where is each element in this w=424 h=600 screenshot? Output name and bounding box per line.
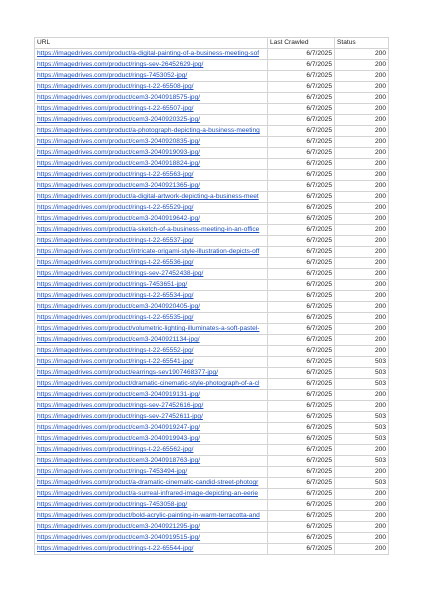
table-row [35, 258, 389, 269]
last-crawled-cell: 6/7/2025 [268, 280, 335, 291]
url-cell[interactable]: https://imagedrives.com/product/cem3-2040919515-jpg/ [35, 533, 268, 544]
url-cell[interactable]: https://imagedrives.com/product/rings-t-22-65507-jpg/ [35, 104, 268, 115]
table-row [35, 126, 389, 137]
table-row [35, 203, 389, 214]
last-crawled-cell: 6/7/2025 [268, 412, 335, 423]
last-crawled-cell: 6/7/2025 [268, 478, 335, 489]
status-cell: 200 [335, 82, 389, 93]
last-crawled-cell: 6/7/2025 [268, 379, 335, 390]
last-crawled-cell: 6/7/2025 [268, 181, 335, 192]
url-cell[interactable]: https://imagedrives.com/product/a-digital-painting-of-a-business-meeting-sof [35, 49, 268, 60]
url-cell[interactable]: https://imagedrives.com/product/cem3-2040918824-jpg/ [35, 159, 268, 170]
table-row [35, 390, 389, 401]
last-crawled-cell: 6/7/2025 [268, 137, 335, 148]
url-cell[interactable]: https://imagedrives.com/product/a-photograph-depicting-a-business-meeting [35, 126, 268, 137]
table-row [35, 302, 389, 313]
table-body [35, 49, 389, 555]
last-crawled-cell: 6/7/2025 [268, 302, 335, 313]
column-header-status: Status [335, 38, 389, 49]
table-row [35, 181, 389, 192]
status-cell: 200 [335, 313, 389, 324]
status-cell: 200 [335, 181, 389, 192]
last-crawled-cell: 6/7/2025 [268, 247, 335, 258]
last-crawled-cell: 6/7/2025 [268, 533, 335, 544]
table-row [35, 357, 389, 368]
status-cell: 200 [335, 291, 389, 302]
table-row [35, 412, 389, 423]
url-cell[interactable]: https://imagedrives.com/product/intricate-origami-style-illustration-depicts-off [35, 247, 268, 258]
last-crawled-cell: 6/7/2025 [268, 346, 335, 357]
url-cell[interactable]: https://imagedrives.com/product/earrings-sev1907468377-jpg/ [35, 368, 268, 379]
table-row [35, 368, 389, 379]
last-crawled-cell: 6/7/2025 [268, 159, 335, 170]
status-cell: 200 [335, 511, 389, 522]
status-cell: 200 [335, 60, 389, 71]
table-row [35, 71, 389, 82]
status-cell: 200 [335, 302, 389, 313]
last-crawled-cell: 6/7/2025 [268, 258, 335, 269]
url-cell[interactable]: https://imagedrives.com/product/cem3-2040919131-jpg/ [35, 390, 268, 401]
table-row [35, 93, 389, 104]
status-cell: 200 [335, 236, 389, 247]
column-header-last-crawled: Last Crawled [268, 38, 335, 49]
last-crawled-cell: 6/7/2025 [268, 126, 335, 137]
table-row [35, 192, 389, 203]
last-crawled-cell: 6/7/2025 [268, 291, 335, 302]
table-row [35, 104, 389, 115]
status-cell: 200 [335, 49, 389, 60]
url-cell[interactable]: https://imagedrives.com/product/bold-acrylic-painting-in-warm-terracotta-and [35, 511, 268, 522]
table-row [35, 456, 389, 467]
table-row [35, 269, 389, 280]
status-cell: 503 [335, 357, 389, 368]
crawl-table [34, 37, 389, 555]
url-cell[interactable]: https://imagedrives.com/product/rings-t-22-65537-jpg/ [35, 236, 268, 247]
url-cell[interactable]: https://imagedrives.com/product/cem3-2040919943-jpg/ [35, 434, 268, 445]
url-cell[interactable]: https://imagedrives.com/product/cem3-2040919093-jpg/ [35, 148, 268, 159]
last-crawled-cell: 6/7/2025 [268, 467, 335, 478]
last-crawled-cell: 6/7/2025 [268, 82, 335, 93]
url-cell[interactable]: https://imagedrives.com/product/rings-sev-27452438-jpg/ [35, 269, 268, 280]
status-cell: 200 [335, 346, 389, 357]
last-crawled-cell: 6/7/2025 [268, 434, 335, 445]
url-cell[interactable]: https://imagedrives.com/product/volumetric-lighting-illuminates-a-soft-pastel- [35, 324, 268, 335]
url-cell[interactable]: https://imagedrives.com/product/dramatic-cinematic-style-photograph-of-a-cl [35, 379, 268, 390]
table-row [35, 247, 389, 258]
status-cell: 200 [335, 467, 389, 478]
table-row [35, 544, 389, 555]
table-row [35, 500, 389, 511]
last-crawled-cell: 6/7/2025 [268, 335, 335, 346]
table-row [35, 423, 389, 434]
last-crawled-cell: 6/7/2025 [268, 357, 335, 368]
url-cell[interactable]: https://imagedrives.com/product/rings-t-22-65534-jpg/ [35, 291, 268, 302]
url-cell[interactable]: https://imagedrives.com/product/cem3-2040921295-jpg/ [35, 522, 268, 533]
status-cell: 200 [335, 258, 389, 269]
table-row [35, 148, 389, 159]
url-cell[interactable]: https://imagedrives.com/product/cem3-2040921365-jpg/ [35, 181, 268, 192]
status-cell: 503 [335, 456, 389, 467]
status-cell: 200 [335, 489, 389, 500]
status-cell: 503 [335, 423, 389, 434]
url-cell[interactable]: https://imagedrives.com/product/rings-sev-27452611-jpg/ [35, 412, 268, 423]
status-cell: 200 [335, 170, 389, 181]
last-crawled-cell: 6/7/2025 [268, 489, 335, 500]
status-cell: 200 [335, 247, 389, 258]
last-crawled-cell: 6/7/2025 [268, 192, 335, 203]
url-cell[interactable]: https://imagedrives.com/product/rings-t-22-65508-jpg/ [35, 82, 268, 93]
url-cell[interactable]: https://imagedrives.com/product/rings-t-22-65562-jpg/ [35, 445, 268, 456]
table-row [35, 60, 389, 71]
url-cell[interactable]: https://imagedrives.com/product/a-sketch-of-a-business-meeting-in-an-office [35, 225, 268, 236]
table-row [35, 511, 389, 522]
last-crawled-cell: 6/7/2025 [268, 390, 335, 401]
status-cell: 200 [335, 401, 389, 412]
table-row [35, 434, 389, 445]
table-header-row [35, 38, 389, 49]
table-row [35, 489, 389, 500]
column-header-url: URL [35, 38, 268, 49]
status-cell: 200 [335, 335, 389, 346]
status-cell: 503 [335, 368, 389, 379]
url-cell[interactable]: https://imagedrives.com/product/rings-t-22-65535-jpg/ [35, 313, 268, 324]
url-cell[interactable]: https://imagedrives.com/product/rings-t-22-65563-jpg/ [35, 170, 268, 181]
table-row [35, 115, 389, 126]
url-cell[interactable]: https://imagedrives.com/product/a-digital-artwork-depicting-a-business-meet [35, 192, 268, 203]
url-cell[interactable]: https://imagedrives.com/product/a-dramatic-cinematic-candid-street-photogr [35, 478, 268, 489]
table-row [35, 324, 389, 335]
status-cell: 200 [335, 192, 389, 203]
url-cell[interactable]: https://imagedrives.com/product/rings-sev-26452629-jpg/ [35, 60, 268, 71]
last-crawled-cell: 6/7/2025 [268, 71, 335, 82]
table-row [35, 346, 389, 357]
status-cell: 200 [335, 324, 389, 335]
last-crawled-cell: 6/7/2025 [268, 49, 335, 60]
table-row [35, 291, 389, 302]
status-cell: 200 [335, 522, 389, 533]
url-cell[interactable]: https://imagedrives.com/product/cem3-2040920405-jpg/ [35, 302, 268, 313]
status-cell: 200 [335, 500, 389, 511]
status-cell: 200 [335, 214, 389, 225]
table-row [35, 82, 389, 93]
url-cell[interactable]: https://imagedrives.com/product/cem3-2040920835-jpg/ [35, 137, 268, 148]
last-crawled-cell: 6/7/2025 [268, 236, 335, 247]
last-crawled-cell: 6/7/2025 [268, 401, 335, 412]
url-cell[interactable]: https://imagedrives.com/product/rings-7453651-jpg/ [35, 280, 268, 291]
last-crawled-cell: 6/7/2025 [268, 368, 335, 379]
last-crawled-cell: 6/7/2025 [268, 225, 335, 236]
status-cell: 503 [335, 379, 389, 390]
url-cell[interactable]: https://imagedrives.com/product/rings-7453494-jpg/ [35, 467, 268, 478]
table-row [35, 236, 389, 247]
status-cell: 503 [335, 478, 389, 489]
status-cell: 503 [335, 434, 389, 445]
last-crawled-cell: 6/7/2025 [268, 104, 335, 115]
last-crawled-cell: 6/7/2025 [268, 313, 335, 324]
table-row [35, 159, 389, 170]
last-crawled-cell: 6/7/2025 [268, 456, 335, 467]
table-row [35, 49, 389, 60]
status-cell: 200 [335, 126, 389, 137]
status-cell: 503 [335, 412, 389, 423]
last-crawled-cell: 6/7/2025 [268, 115, 335, 126]
status-cell: 200 [335, 280, 389, 291]
url-cell[interactable]: https://imagedrives.com/product/cem3-2040918763-jpg/ [35, 456, 268, 467]
status-cell: 200 [335, 533, 389, 544]
table-row [35, 445, 389, 456]
table-row [35, 313, 389, 324]
last-crawled-cell: 6/7/2025 [268, 324, 335, 335]
last-crawled-cell: 6/7/2025 [268, 522, 335, 533]
last-crawled-cell: 6/7/2025 [268, 203, 335, 214]
status-cell: 200 [335, 137, 389, 148]
status-cell: 200 [335, 544, 389, 555]
last-crawled-cell: 6/7/2025 [268, 269, 335, 280]
last-crawled-cell: 6/7/2025 [268, 148, 335, 159]
table-row [35, 137, 389, 148]
url-cell[interactable]: https://imagedrives.com/product/rings-t-22-65544-jpg/ [35, 544, 268, 555]
table-row [35, 225, 389, 236]
last-crawled-cell: 6/7/2025 [268, 93, 335, 104]
last-crawled-cell: 6/7/2025 [268, 544, 335, 555]
last-crawled-cell: 6/7/2025 [268, 445, 335, 456]
status-cell: 200 [335, 269, 389, 280]
status-cell: 200 [335, 203, 389, 214]
status-cell: 200 [335, 148, 389, 159]
status-cell: 200 [335, 71, 389, 82]
url-cell[interactable]: https://imagedrives.com/product/rings-7453052-jpg/ [35, 71, 268, 82]
url-cell[interactable]: https://imagedrives.com/product/cem3-2040920325-jpg/ [35, 115, 268, 126]
table-row [35, 522, 389, 533]
crawl-report-sheet [34, 37, 388, 555]
table-row [35, 214, 389, 225]
url-cell[interactable]: https://imagedrives.com/product/cem3-2040919642-jpg/ [35, 214, 268, 225]
url-cell[interactable]: https://imagedrives.com/product/a-surreal-infrared-image-depicting-an-eerie [35, 489, 268, 500]
last-crawled-cell: 6/7/2025 [268, 214, 335, 225]
table-row [35, 335, 389, 346]
url-cell[interactable]: https://imagedrives.com/product/cem3-2040918575-jpg/ [35, 93, 268, 104]
table-row [35, 478, 389, 489]
url-cell[interactable]: https://imagedrives.com/product/rings-sev-27452616-jpg/ [35, 401, 268, 412]
status-cell: 200 [335, 159, 389, 170]
status-cell: 200 [335, 390, 389, 401]
last-crawled-cell: 6/7/2025 [268, 511, 335, 522]
status-cell: 200 [335, 445, 389, 456]
table-row [35, 280, 389, 291]
url-cell[interactable]: https://imagedrives.com/product/rings-t-22-65552-jpg/ [35, 346, 268, 357]
url-cell[interactable]: https://imagedrives.com/product/cem3-2040921134-jpg/ [35, 335, 268, 346]
url-cell[interactable]: https://imagedrives.com/product/cem3-2040919247-jpg/ [35, 423, 268, 434]
table-row [35, 467, 389, 478]
table-row [35, 401, 389, 412]
table-row [35, 170, 389, 181]
status-cell: 200 [335, 115, 389, 126]
last-crawled-cell: 6/7/2025 [268, 500, 335, 511]
url-cell[interactable]: https://imagedrives.com/product/rings-7453058-jpg/ [35, 500, 268, 511]
last-crawled-cell: 6/7/2025 [268, 60, 335, 71]
url-cell[interactable]: https://imagedrives.com/product/rings-t-22-65536-jpg/ [35, 258, 268, 269]
url-cell[interactable]: https://imagedrives.com/product/rings-t-22-65541-jpg/ [35, 357, 268, 368]
status-cell: 200 [335, 93, 389, 104]
last-crawled-cell: 6/7/2025 [268, 170, 335, 181]
last-crawled-cell: 6/7/2025 [268, 423, 335, 434]
status-cell: 200 [335, 225, 389, 236]
table-row [35, 379, 389, 390]
url-cell[interactable]: https://imagedrives.com/product/rings-t-22-65529-jpg/ [35, 203, 268, 214]
status-cell: 200 [335, 104, 389, 115]
table-row [35, 533, 389, 544]
